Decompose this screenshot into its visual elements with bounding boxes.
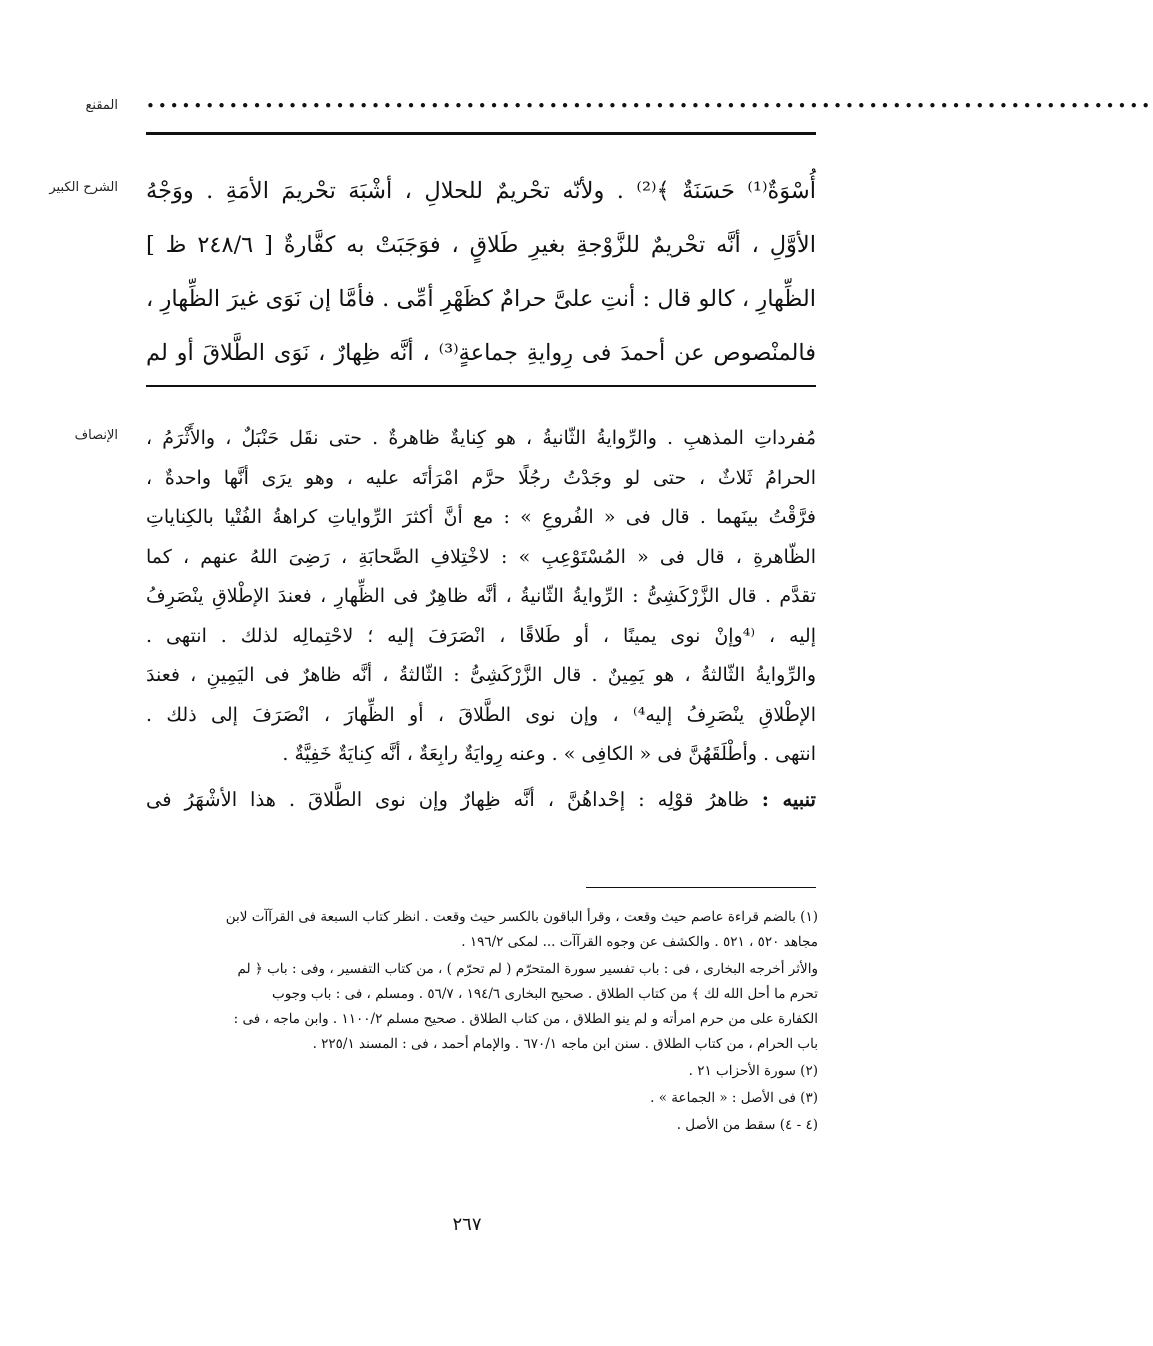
footnotes-block [146, 905, 818, 1138]
insaf-line: مُفرداتِ المذهبِ . والرِّوايةُ الثّانيةُ ، هو كِنايةٌ ظاهرةٌ . حتى نقَل حَنْبَلٌ ، والأَثْرَمُ ، [146, 427, 816, 449]
footnote-line: مجاهد ٥٢٠ ، ٥٢١ . والكشف عن وجوه القرآآت ... لمكى ١٩٦/٢ . [461, 934, 818, 950]
insaf-line: فرَّقْتُ بينَهما . قال فى « الفُروعِ » : مع أنَّ أكثرَ الرِّواياتِ كراهةُ الفُتْيا بالكِناياتِ [146, 506, 816, 528]
header-rule [146, 132, 816, 135]
insaf-section-label: الإنصاف [74, 428, 118, 443]
footnote-line: (٤ - ٤) سقط من الأصل . [676, 1117, 818, 1133]
sharh-line: الأوَّلِ ، أنَّه تحْريمٌ للزَّوْجةِ بغيرِ طَلاقٍ ، فوَجَبَتْ به كفَّارةٌ [ ٢٤٨/٦ ظ ] [146, 232, 817, 258]
footnote-line: الكفارة على من حرم امرأته و لم ينو الطلاق ، من كتاب الطلاق . صحيح مسلم ١١٠٠/٢ . وابن ماجه ، فى : [233, 1011, 818, 1027]
insaf-line: إليه ، ⁽⁴وإنْ نوى يمينًا ، أو طَلاقًا ، انْصَرَفَ إليه ؛ لاحْتِمالِه لذلك . انتهى . [146, 624, 816, 647]
insaf-line: والرِّوايةُ الثّالثةُ ، هو يَمِينٌ . قال الزَّرْكَشِىُّ : الثّالثةُ ، أنَّه ظاهرٌ فى اليَمِينِ ، فعندَ [146, 664, 816, 686]
footnote-line: والأثر أخرجه البخارى ، فى : باب تفسير سورة المتحرّم ( لم تحرّم ) ، من كتاب التفسير ، وفى : باب ﴿ لم [237, 961, 818, 977]
footnote-separator [586, 887, 816, 888]
sharh-line: أُسْوَةٌ⁽¹⁾ حَسَنَةٌ ﴾⁽²⁾ . ولأنّه تحْريمٌ للحلالِ ، أشْبَهَ تحْريمَ الأمَةِ . ووَجْهُ [146, 178, 817, 204]
footnote-line: (٣) فى الأصل : « الجماعة » . [650, 1090, 818, 1106]
tanbih-heading: تنبيه : [761, 787, 816, 811]
tanbih-text: ظاهرُ قوْلِه : إحْداهُنَّ ، أنَّه ظِهارٌ وإن نوى الطَّلاقَ . هذا الأشْهَرُ فى [146, 787, 762, 811]
tanbih-note [146, 779, 816, 821]
sharh-text-block [146, 164, 816, 380]
book-title-label: المقنع [85, 98, 118, 113]
footnote-line: (٢) سورة الأحزاب ٢١ . [688, 1063, 818, 1079]
sharh-line: فالمنْصوص عن أحمدَ فى رِوايةِ جماعةٍ⁽³⁾ ، أنَّه ظِهارٌ ، نَوَى الطَّلاقَ أو لم [146, 340, 816, 366]
section-divider [146, 385, 816, 387]
insaf-line: الظّاهرةِ ، قال فى « المُسْتَوْعِبِ » : لاخْتِلافِ الصَّحابَةِ ، رَضِىَ اللهُ عنهم ، كما [146, 545, 816, 568]
page-number: ٢٦٧ [452, 1214, 482, 1235]
insaf-line: الحرامُ ثَلاثٌ ، حتى لو وجَدْتُ رجُلًا حرَّم امْرَأتَه عليه ، وهو يرَى أنَّها واحدةٌ ، [146, 466, 816, 489]
sharh-line: الظِّهارِ ، كالو قال : أنتِ علىَّ حرامٌ كظَهْرِ أمِّى . فأمَّا إن نَوَى غيرَ الظِّهارِ ، [146, 286, 816, 312]
header-dotted-rule: ••••••••••••••••••••••••••••••••••••••••••••••••••••••••••••••••••••••••••••••••••••• [146, 97, 1153, 115]
sharh-section-label: الشرح الكبير [49, 180, 118, 195]
footnote-line: تحرم ما أحل الله لك ﴾ من كتاب الطلاق . صحيح البخارى ١٩٤/٦ ، ٥٦/٧ . ومسلم ، فى : باب وجوب [272, 986, 818, 1002]
insaf-text-block [146, 419, 816, 821]
insaf-line: انتهى . وأطْلَقَهُنَّ فى « الكافِى » . وعنه رِوايَةٌ رابِعَةٌ ، أنَّه كِنايَةٌ خَفِيَّةٌ . [282, 743, 816, 765]
footnote-line: باب الحرام ، من كتاب الطلاق . سنن ابن ماجه ٦٧٠/١ . والإمام أحمد ، فى : المسند ٢٢٥/١ . [312, 1036, 818, 1052]
footnote-line: (١) بالضم قراءة عاصم حيث وقعت ، وقرأ الباقون بالكسر حيث وقعت . انظر كتاب السبعة فى القرآآت لابن [225, 909, 818, 925]
insaf-line: الإطْلاقِ ينْصَرِفُ إليه⁴⁾ ، وإن نوى الطَّلاقَ ، أو الظِّهارَ ، انْصَرَفَ إلى ذلك . [146, 703, 816, 726]
insaf-line: تقدَّم . قال الزَّرْكَشِىُّ : الرِّوايةُ الثّانيةُ ، أنَّه ظاهِرٌ فى الظِّهارِ ، فعندَ الإطْلاقِ ينْصَرِفُ [146, 585, 816, 607]
